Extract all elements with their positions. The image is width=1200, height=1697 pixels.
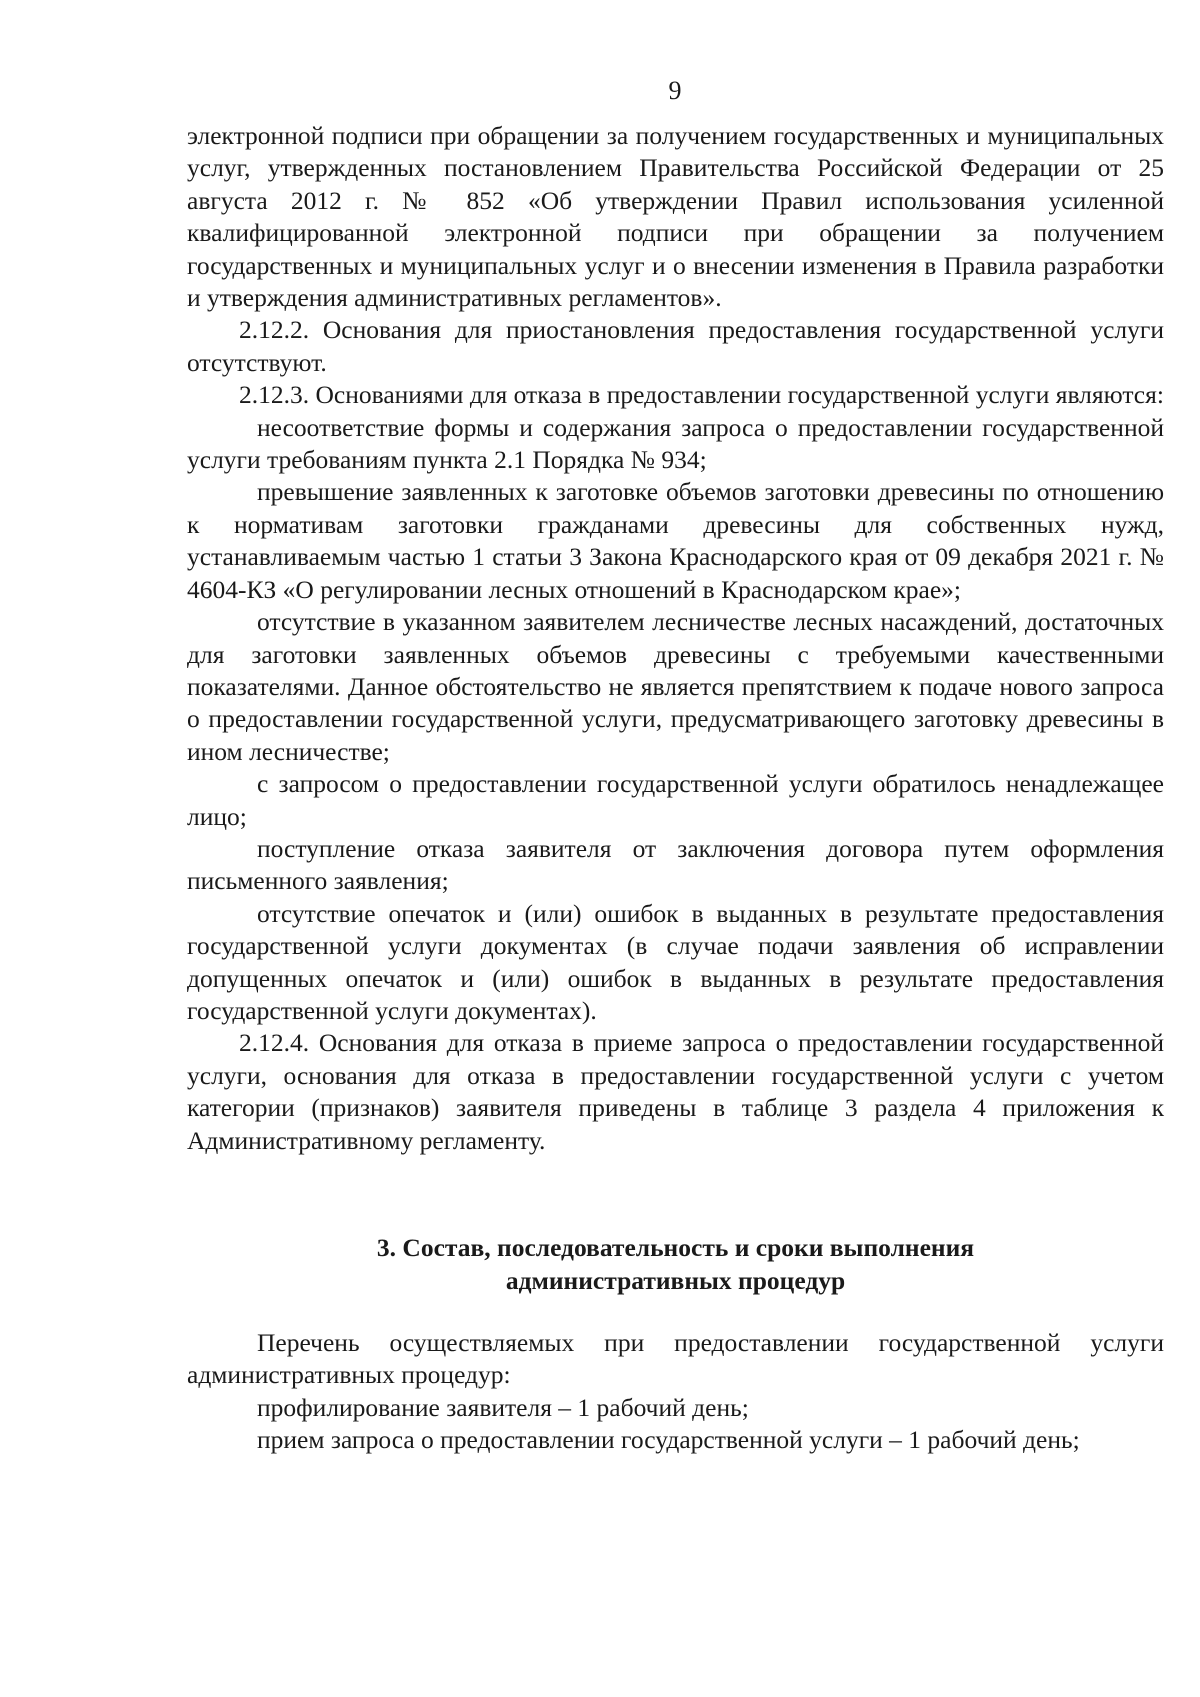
section-heading (187, 1231, 1164, 1297)
section-heading-line-1: 3. Состав, последовательность и сроки выполнения (376, 1233, 975, 1262)
paragraph-2-12-2: 2.12.2. Основания для приостановления предоставления государственной услуги отсутствуют. (187, 315, 1164, 377)
procedure-item-2: прием запроса о предоставлении государственной услуги – 1 рабочий день; (257, 1425, 1080, 1455)
document-body (187, 120, 1164, 1457)
page-number: 9 (668, 76, 682, 105)
paragraph-2-12-3: 2.12.3. Основаниями для отказа в предоставлении государственной услуги являются: (239, 380, 1164, 410)
section-heading-line-2: административных процедур (505, 1266, 846, 1295)
procedures-intro: Перечень осуществляемых при предоставлении государственной услуги административных процедур: (187, 1328, 1164, 1390)
refusal-ground-item-3: отсутствие в указанном заявителем лесничестве лесных насаждений, достаточных для заготовки заявленных объемов древесины с требуемыми качественными показателями. Данное обстоятельство не является препятствием к подаче нового запроса о предоставлении государственной услуги, предусматривающего заготовку древесины в ином лесничестве; (187, 607, 1164, 766)
paragraph-continuation: электронной подписи при обращении за получением государственных и муниципальных услуг, утвержденных постановлением Правительства Российской Федерации от 25 августа 2012 г. № 852 «Об утверждении Правил использования усиленной квалифицированной электронной подписи при обращении за получением государственных и муниципальных услуг и о внесении изменения в Правила разработки и утверждения административных регламентов». (187, 121, 1164, 313)
procedure-item-1: профилирование заявителя – 1 рабочий день; (257, 1392, 749, 1422)
refusal-ground-item-6: отсутствие опечаток и (или) ошибок в выданных в результате предоставления государственной услуги документах (в случае подачи заявления об исправлении допущенных опечаток и (или) ошибок в выданных в результате предоставления государственной услуги документах). (187, 898, 1164, 1025)
refusal-ground-item-5: поступление отказа заявителя от заключения договора путем оформления письменного заявления; (187, 833, 1164, 896)
refusal-ground-item-2: превышение заявленных к заготовке объемов заготовки древесины по отношению к нормативам заготовки гражданами древесины для собственных нужд, устанавливаемым частью 1 статьи 3 Закона Краснодарского края от 09 декабря 2021 г. № 4604-КЗ «О регулировании лесных отношений в Краснодарском крае»; (187, 477, 1164, 604)
refusal-ground-item-1: несоответствие формы и содержания запроса о предоставлении государственной услуги требованиям пункта 2.1 Порядка № 934; (187, 412, 1164, 475)
paragraph-2-12-4: 2.12.4. Основания для отказа в приеме запроса о предоставлении государственной услуги, основания для отказа в предоставлении государственной услуги с учетом категории (признаков) заявителя приведены в таблице 3 раздела 4 приложения к Административному регламенту. (187, 1028, 1164, 1155)
refusal-ground-item-4: с запросом о предоставлении государственной услуги обратилось ненадлежащее лицо; (187, 769, 1164, 831)
